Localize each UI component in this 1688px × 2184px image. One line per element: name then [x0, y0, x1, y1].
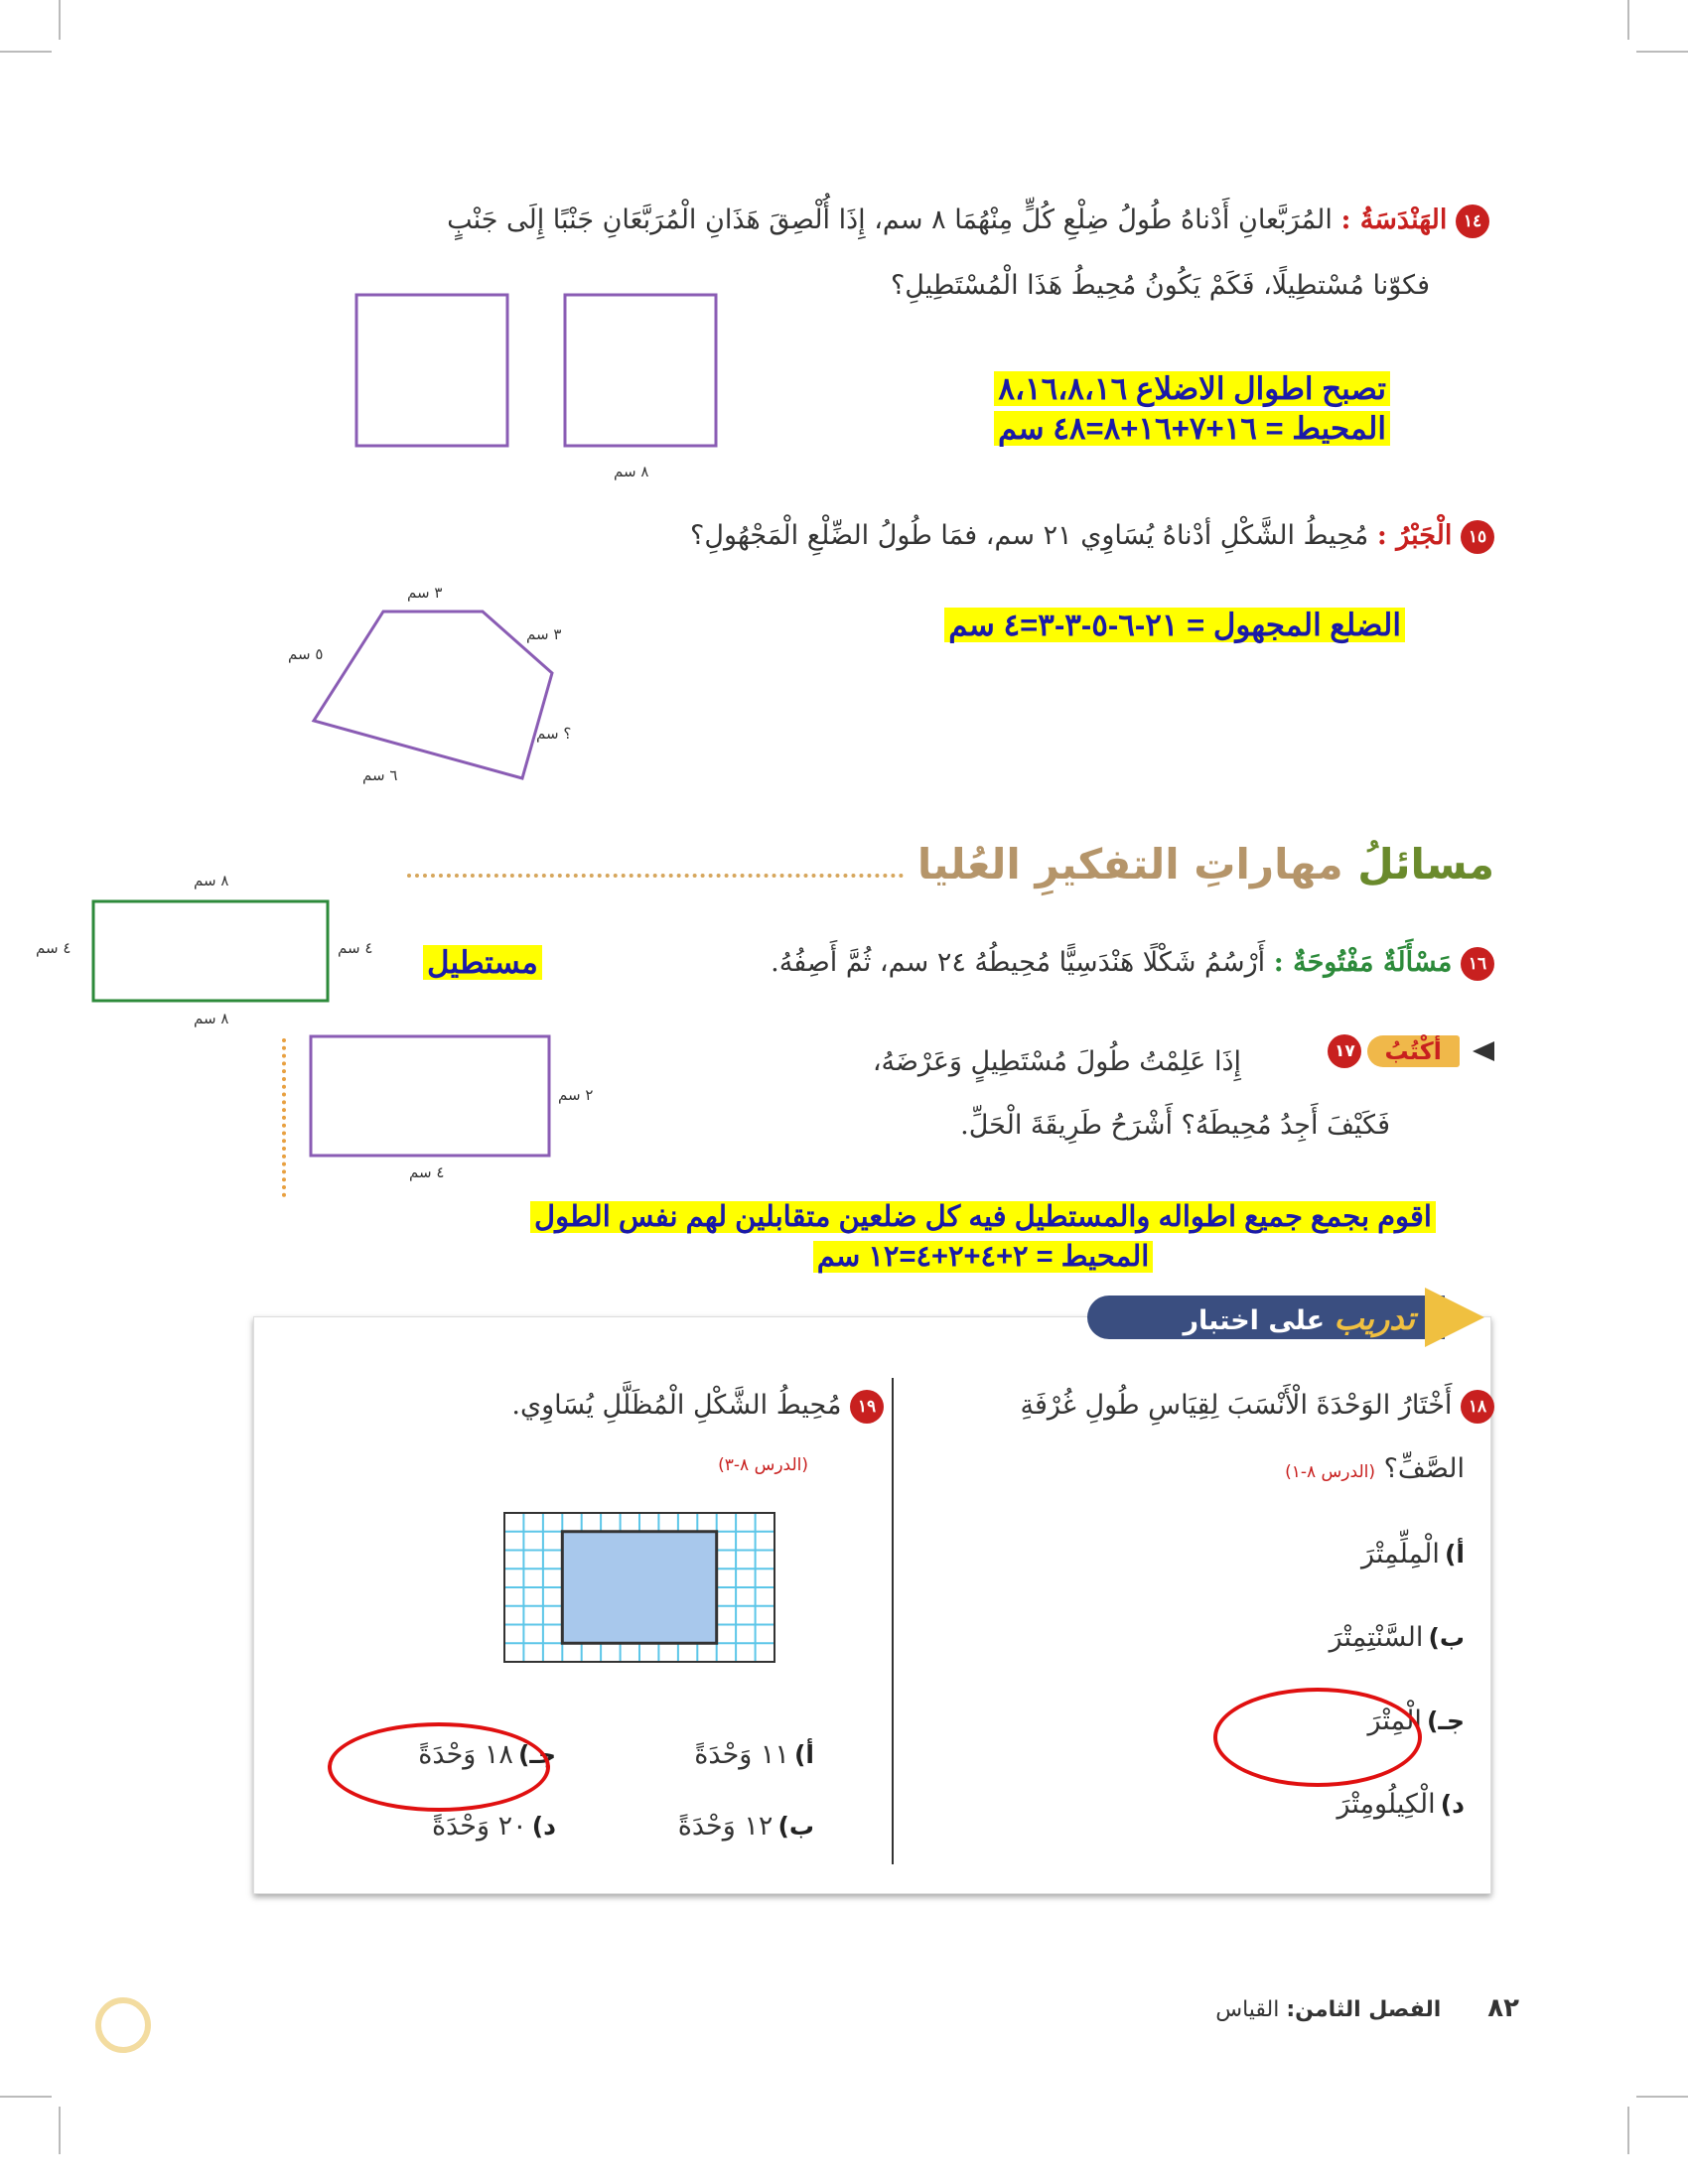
section-title — [917, 840, 1494, 888]
q14-text-line2: فكوّنا مُسْتطِيلًا، فَكَمْ يَكُونُ مُحِيطُ هَذَا الْمُسْتَطِيلِ؟ — [890, 270, 1430, 301]
section-title-part2: مهاراتِ التفكيرِ العُليا — [916, 840, 1343, 888]
q19-answer-circle — [328, 1722, 550, 1812]
section-title-part1: مسائلُ — [1357, 840, 1494, 888]
q18-line1 — [918, 1380, 1494, 1432]
q17-label-bottom: ٤ سم — [409, 1163, 445, 1181]
q16-green-rectangle — [89, 897, 338, 1009]
q18-number: ١٨ — [1461, 1390, 1494, 1424]
q17-text-line2: فَكَيْفَ أَجِدُ مُحِيطَهُ؟ أَشْرَحُ طَرِيقَةَ الْحَلِّ. — [960, 1110, 1390, 1141]
q14-text-line1: المُرَبَّعانِ أَدْناهُ طُولُ ضِلْعِ كُلٍّ مِنْهُمَا ٨ سم، إِذَا أُلْصِقَ هَذَانِ الْمُرَبَّعَانِ جَنْبًا إِلَى جَنْبٍ — [447, 205, 1333, 235]
q14-answer — [994, 369, 1390, 449]
q16-keyword: مَسْأَلَةٌ مَفْتُوحَةٌ : — [1273, 947, 1453, 978]
q18-option-d[interactable]: د) الْكِيلُومِتْرَ — [1336, 1789, 1465, 1820]
pentagon-shape — [314, 612, 552, 778]
q18-lesson-ref: (الدرس ٨-١) — [1285, 1462, 1375, 1482]
q15-label-right: ؟ سم — [536, 725, 572, 743]
q19-lesson-ref: (الدرس ٨-٣) — [718, 1455, 808, 1475]
q18-option-c[interactable]: جـ) الْمِتْرَ — [1367, 1706, 1465, 1736]
q17-answer-line1: اقوم بجمع جميع اطواله والمستطيل فيه كل ضلعين متقابلين لهم نفس الطول — [530, 1201, 1436, 1233]
banner-script: تدريب — [1334, 1299, 1415, 1337]
q15-keyword: الْجَبْرُ : — [1376, 520, 1453, 551]
q14-answer-line1: تصبح اطوال الاضلاع ٨،١٦،٨،١٦ — [994, 371, 1390, 406]
q17-write-badge: أكْتُبُ — [1367, 1035, 1460, 1067]
q17-answer-line2: المحيط = ٢+٤+٢+٤=١٢ سم — [813, 1241, 1154, 1273]
q15-pentagon — [278, 576, 606, 804]
q17-number: ١٧ — [1328, 1034, 1361, 1068]
q14-side-label: ٨ سم — [614, 463, 649, 480]
q15-answer: الضلع المجهول = ٢١-٦-٥-٣-٣=٤ سم — [944, 608, 1405, 642]
q19-number: ١٩ — [850, 1390, 884, 1424]
q19-grid-figure — [502, 1511, 776, 1664]
q14-two-squares — [352, 288, 730, 486]
q15-line — [402, 510, 1494, 562]
q16-label-top: ٨ سم — [194, 872, 229, 889]
q17-dotted-margin — [282, 1038, 286, 1197]
q14-number: ١٤ — [1456, 205, 1489, 238]
page-footer — [1215, 1993, 1519, 2023]
q19-option-c[interactable]: جـ) ١٨ وَحْدَةً — [418, 1739, 556, 1770]
q15-label-bottom: ٦ سم — [362, 766, 398, 784]
q16-label-bottom: ٨ سم — [194, 1010, 229, 1027]
q15-label-top: ٣ سم — [407, 584, 443, 602]
column-divider — [892, 1378, 894, 1864]
square-left — [356, 295, 507, 446]
q18-option-a[interactable]: أ) الْمِلِّمِتْرَ — [1360, 1539, 1465, 1570]
q19-option-b[interactable]: ب) ١٢ وَحْدَةً — [677, 1811, 814, 1842]
q18-answer-circle — [1213, 1688, 1422, 1787]
q16-answer-box — [423, 943, 542, 983]
q14-answer-line2: المحيط = ١٦+٧+١٦+٨=٤٨ سم — [994, 411, 1390, 446]
chapter-title: القياس — [1215, 1997, 1280, 2022]
q18-option-b[interactable]: ب) السَّنْتِمِتْرَ — [1329, 1622, 1465, 1653]
q19-line — [328, 1380, 884, 1432]
page-number: ٨٢ — [1487, 1993, 1519, 2023]
q16-label-left: ٤ سم — [36, 939, 71, 957]
watermark-logo-icon — [95, 1997, 151, 2053]
q14-line1 — [199, 195, 1489, 246]
q15-label-upper-right: ٣ سم — [526, 625, 562, 643]
q16-label-right: ٤ سم — [338, 939, 373, 957]
q18-text-line1: أَخْتَارُ الوَحْدَةَ الْأَنْسَبَ لِقِيَاسِ طُولِ غُرْفَةِ — [1020, 1390, 1453, 1421]
q15-label-left: ٥ سم — [288, 645, 324, 663]
banner-arrow-icon — [1425, 1288, 1484, 1347]
shaded-rectangle — [562, 1532, 716, 1644]
pencil-tip-icon — [1473, 1041, 1494, 1061]
q17-text-line1: إِذَا عَلِمْتُ طُولَ مُسْتَطِيلٍ وَعَرْضَهُ، — [872, 1046, 1241, 1077]
banner-label — [1127, 1299, 1415, 1337]
chapter-label: الفصل الثامن: — [1286, 1997, 1442, 2022]
green-rect — [93, 901, 328, 1001]
banner-text: على اختبار — [1183, 1305, 1326, 1336]
q19-option-d[interactable]: د) ٢٠ وَحْدَةً — [431, 1811, 556, 1842]
q19-text: مُحِيطُ الشَّكْلِ الْمُظَلَّلِ يُسَاوِي. — [511, 1390, 842, 1421]
q16-answer: مستطيل — [423, 945, 542, 980]
q19-options-right — [616, 1739, 814, 1882]
q16-number: ١٦ — [1461, 947, 1494, 981]
section-divider — [407, 874, 904, 878]
q15-text: مُحِيطُ الشَّكْلِ أدْناهُ يُسَاوِي ٢١ سم، فمَا طُولُ الضِّلْعِ الْمَجْهُولِ؟ — [690, 520, 1369, 551]
square-right — [565, 295, 716, 446]
q18-line2 — [968, 1443, 1465, 1498]
q15-number: ١٥ — [1461, 520, 1494, 554]
q17-label-right: ٢ سم — [558, 1086, 594, 1104]
q19-option-a[interactable]: أ) ١١ وَحْدَةً — [694, 1739, 814, 1770]
q16-text: أَرْسُمُ شَكْلًا هَنْدَسِيًّا مُحِيطُهُ ٢٤ سم، ثُمَّ أَصِفُهُ. — [771, 947, 1266, 978]
test-banner — [1087, 1288, 1504, 1347]
q14-keyword: الهَنْدَسَةُ : — [1340, 205, 1448, 235]
q17-answer — [437, 1197, 1529, 1277]
q18-text-line2: الصَّفِّ؟ — [1383, 1453, 1465, 1484]
q15-answer-box — [944, 606, 1405, 645]
q16-line — [551, 937, 1494, 989]
q17-header — [1328, 1034, 1494, 1068]
